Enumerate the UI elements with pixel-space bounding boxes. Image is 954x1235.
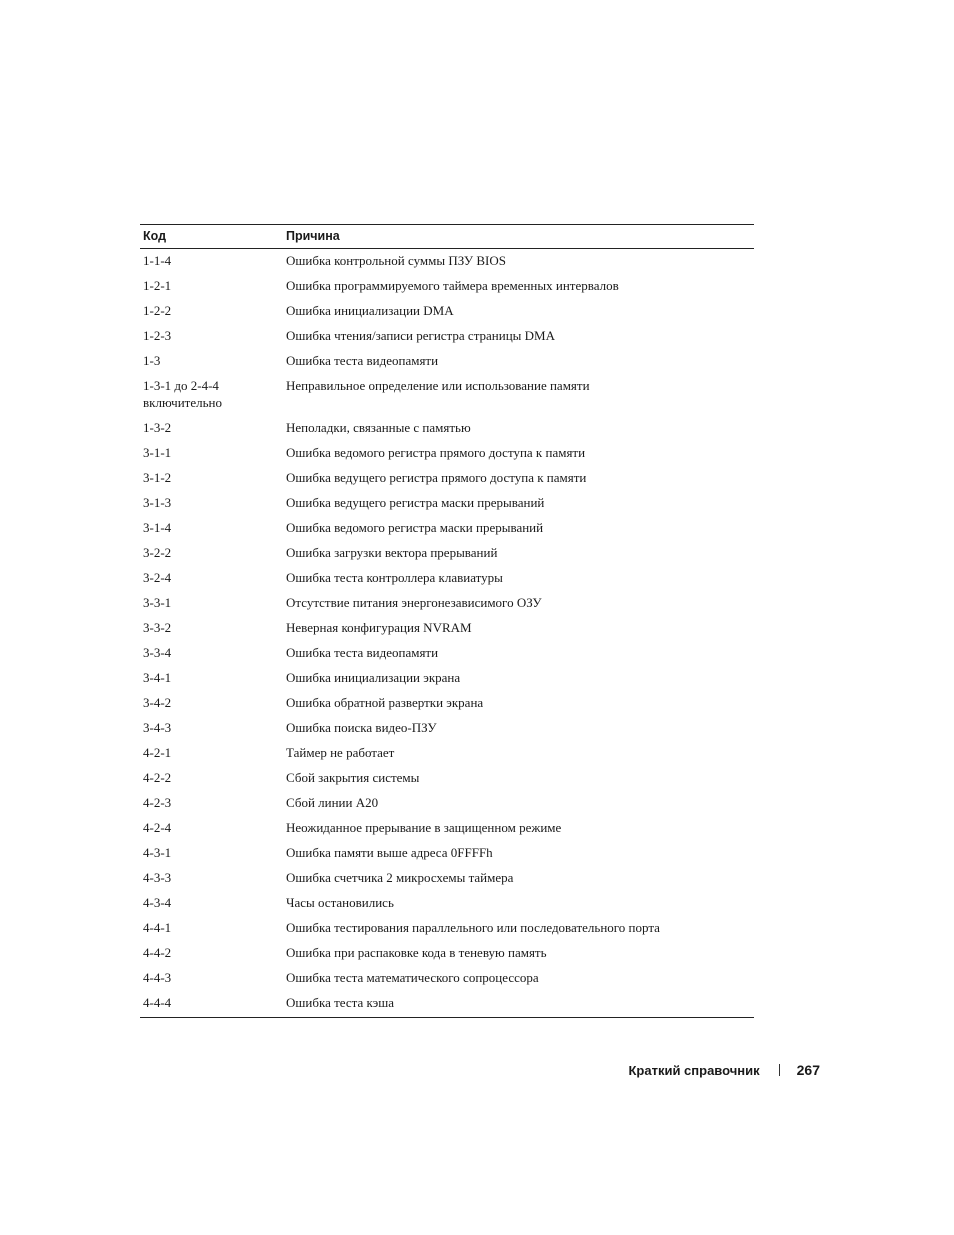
table-row: [140, 666, 754, 691]
code-cell: 1-1-4: [143, 253, 172, 268]
cause-cell: Часы остановились: [286, 895, 394, 910]
code-cell: 3-1-2: [143, 470, 172, 485]
code-cell: 1-3: [143, 353, 161, 368]
table-row: [140, 616, 754, 641]
cause-cell: Ошибка поиска видео-ПЗУ: [286, 720, 437, 735]
cause-cell: Ошибка обратной развертки экрана: [286, 695, 484, 710]
beep-codes-table: [140, 224, 754, 1018]
code-cell: 3-3-1: [143, 595, 172, 610]
code-cell: 1-3-1 до 2-4-4 включительно: [143, 378, 222, 410]
cause-cell: Сбой линии A20: [286, 795, 379, 810]
cause-cell: Ошибка теста видеопамяти: [286, 645, 439, 660]
code-cell: 3-2-2: [143, 545, 172, 560]
code-cell: 1-2-2: [143, 303, 172, 318]
code-cell: 4-3-4: [143, 895, 172, 910]
code-cell: 4-2-4: [143, 820, 172, 835]
cause-cell: Ошибка счетчика 2 микросхемы таймера: [286, 870, 514, 885]
code-cell: 4-4-4: [143, 995, 172, 1010]
cause-cell: Ошибка ведомого регистра маски прерываний: [286, 520, 544, 535]
cause-cell: Неожиданное прерывание в защищенном режиме: [286, 820, 562, 835]
table-row: [140, 866, 754, 891]
code-cell: 4-2-3: [143, 795, 172, 810]
code-cell: 3-4-3: [143, 720, 172, 735]
table-row: [140, 941, 754, 966]
code-cell: 4-4-2: [143, 945, 172, 960]
cause-cell: Неполадки, связанные с памятью: [286, 420, 471, 435]
table-row: [140, 966, 754, 991]
table-row: [140, 891, 754, 916]
table-row: [140, 349, 754, 374]
table-row: [140, 916, 754, 941]
code-cell: 3-1-1: [143, 445, 172, 460]
table-row: [140, 566, 754, 591]
table-row: [140, 324, 754, 349]
cause-cell: Отсутствие питания энергонезависимого ОЗУ: [286, 595, 542, 610]
table-row: [140, 516, 754, 541]
code-cell: 1-3-2: [143, 420, 172, 435]
code-cell: 4-3-1: [143, 845, 172, 860]
cause-cell: Ошибка загрузки вектора прерываний: [286, 545, 498, 560]
table-row: [140, 249, 754, 275]
cause-cell: Неправильное определение или использование памяти: [286, 378, 590, 393]
cause-cell: Сбой закрытия системы: [286, 770, 420, 785]
cause-cell: Ошибка тестирования параллельного или последовательного порта: [286, 920, 660, 935]
code-cell: 4-4-1: [143, 920, 172, 935]
code-cell: 4-2-2: [143, 770, 172, 785]
table-row: [140, 541, 754, 566]
table-row: [140, 466, 754, 491]
table-row: [140, 816, 754, 841]
table-row: [140, 716, 754, 741]
table-row: [140, 691, 754, 716]
cause-cell: Таймер не работает: [286, 745, 395, 760]
code-cell: 4-4-3: [143, 970, 172, 985]
table-row: [140, 991, 754, 1018]
cause-cell: Ошибка программируемого таймера временных интервалов: [286, 278, 619, 293]
table-row: [140, 441, 754, 466]
cause-cell: Ошибка теста видеопамяти: [286, 353, 439, 368]
column-header-code: Код: [140, 225, 283, 249]
table-row: [140, 299, 754, 324]
table-row: [140, 591, 754, 616]
cause-cell: Ошибка ведущего регистра прямого доступа к памяти: [286, 470, 587, 485]
table-row: [140, 791, 754, 816]
table-body: [140, 249, 754, 1018]
code-cell: 3-1-3: [143, 495, 172, 510]
footer-separator: [779, 1064, 780, 1076]
cause-cell: Ошибка ведомого регистра прямого доступа к памяти: [286, 445, 586, 460]
page-number: 267: [796, 1062, 820, 1078]
code-cell: 3-3-4: [143, 645, 172, 660]
table-row: [140, 374, 754, 416]
table-row: [140, 416, 754, 441]
cause-cell: Ошибка теста математического сопроцессора: [286, 970, 539, 985]
code-cell: 3-4-2: [143, 695, 172, 710]
cause-cell: Ошибка памяти выше адреса 0FFFFh: [286, 845, 493, 860]
table-row: [140, 841, 754, 866]
table-header-row: [140, 225, 754, 249]
footer-section-title: Краткий справочник: [628, 1063, 760, 1078]
cause-cell: Ошибка инициализации экрана: [286, 670, 461, 685]
table-row: [140, 491, 754, 516]
code-cell: 3-3-2: [143, 620, 172, 635]
table-row: [140, 641, 754, 666]
cause-cell: Ошибка инициализации DMA: [286, 303, 454, 318]
code-cell: 1-2-1: [143, 278, 172, 293]
cause-cell: Неверная конфигурация NVRAM: [286, 620, 472, 635]
code-cell: 4-2-1: [143, 745, 172, 760]
cause-cell: Ошибка при распаковке кода в теневую память: [286, 945, 547, 960]
code-cell: 1-2-3: [143, 328, 172, 343]
column-header-cause: Причина: [283, 225, 754, 249]
page-footer: [628, 1062, 820, 1078]
table-row: [140, 741, 754, 766]
code-cell: 3-4-1: [143, 670, 172, 685]
cause-cell: Ошибка ведущего регистра маски прерываний: [286, 495, 545, 510]
code-cell: 4-3-3: [143, 870, 172, 885]
code-cell: 3-1-4: [143, 520, 172, 535]
table-row: [140, 766, 754, 791]
cause-cell: Ошибка контрольной суммы ПЗУ BIOS: [286, 253, 506, 268]
cause-cell: Ошибка теста контроллера клавиатуры: [286, 570, 503, 585]
cause-cell: Ошибка чтения/записи регистра страницы DMA: [286, 328, 555, 343]
cause-cell: Ошибка теста кэша: [286, 995, 395, 1010]
code-cell: 3-2-4: [143, 570, 172, 585]
table-row: [140, 274, 754, 299]
